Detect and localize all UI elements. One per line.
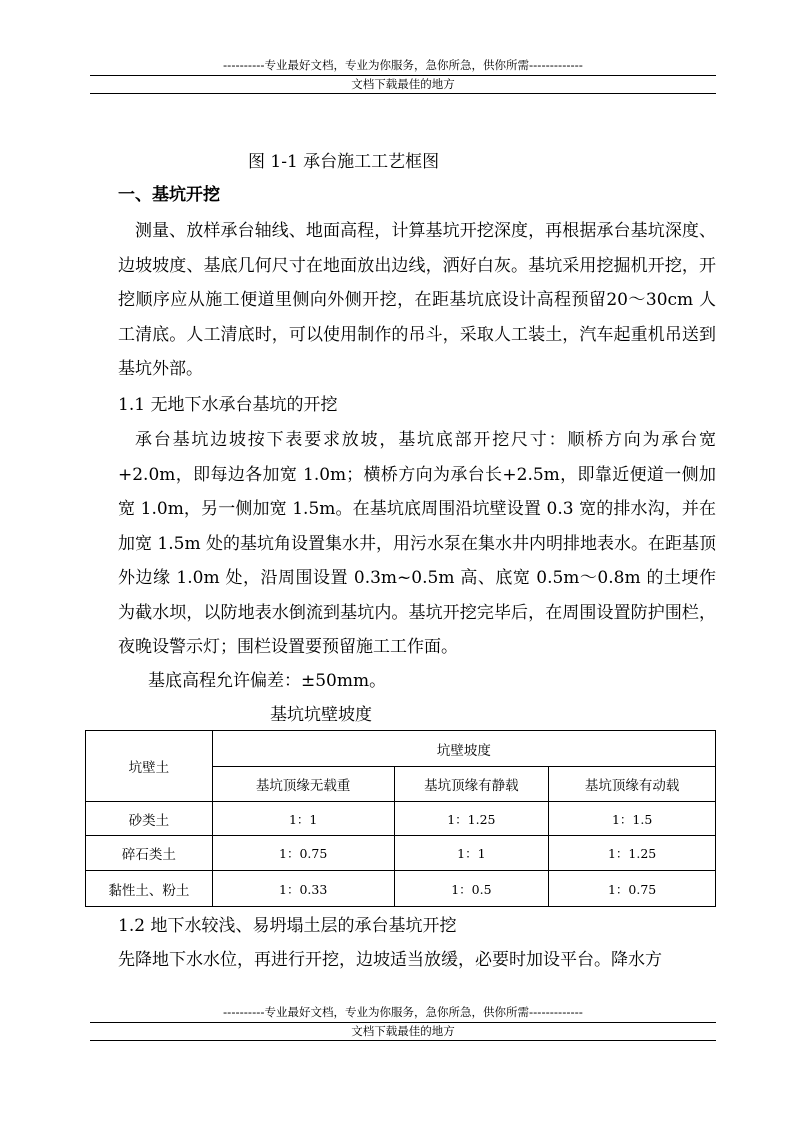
subsection-paragraph-1-2: 先降地下水水位，再进行开挖，边坡适当放缓，必要时加设平台。降水方: [118, 950, 662, 970]
slope-cell: 1：0.33: [212, 871, 394, 907]
section-paragraph: 测量、放样承台轴线、地面高程，计算基坑开挖深度，再根据承台基坑深度、边坡坡度、基底几何尺寸在地面放出边线，洒好白灰。基坑采用挖掘机开挖，开挖顺序应从施工便道里侧向外侧开挖，在距基坑底设计高程预留20～30cm 人工清底。人工清底时，可以使用制作的吊斗，采取人工装土，汽车起重机吊送到基坑外部。: [118, 221, 716, 379]
slope-cell: 1：1: [394, 836, 549, 871]
soil-cell: 砂类土: [86, 802, 213, 836]
table-title: 基坑坑壁坡度: [270, 705, 372, 725]
group-header-cell: 坑壁坡度: [212, 731, 715, 767]
slope-cell: 1：0.5: [394, 871, 549, 907]
figure-caption: 图 1-1 承台施工工艺框图: [248, 152, 440, 172]
column-header: 基坑顶缘有静载: [394, 767, 549, 802]
column-header: 基坑顶缘有动载: [549, 767, 716, 802]
tolerance-text: 基底高程允许偏差：±50mm。: [148, 671, 387, 691]
footer-slogan: ----------专业最好文档，专业为你服务，急你所急，供你所需-------------: [223, 1005, 583, 1019]
subsection-paragraph-1-1: 承台基坑边坡按下表要求放坡，基坑底部开挖尺寸：顺桥方向为承台宽+2.0m，即每边各加宽 1.0m；横桥方向为承台长+2.5m，即靠近便道一侧加宽 1.0m，另一侧加宽 1.5m。在基坑底周围沿坑壁设置 0.3 宽的排水沟，并在加宽 1.5m 处的基坑角设置集水井，用污水泵在集水井内明排地表水。在距基顶外边缘 1.0m 处，沿周围设置 0.3m~0.5m 高、底宽 0.5m～0.8m 的土埂作为截水坝，以防地表水倒流到基坑内。基坑开挖完毕后，在周围设置防护围栏，夜晚设警示灯；围栏设置要预留施工工作面。: [118, 430, 716, 657]
subsection-title-1-2: 1.2 地下水较浅、易坍塌土层的承台基坑开挖: [118, 916, 457, 936]
header-rule-bottom: [90, 93, 716, 94]
header-site: 文档下载最佳的地方: [351, 77, 455, 91]
header-slogan: ----------专业最好文档，专业为你服务，急你所急，供你所需-------------: [223, 58, 583, 72]
soil-cell: 黏性土、粉土: [86, 871, 213, 907]
slope-cell: 1：1: [212, 802, 394, 836]
table-row: [86, 836, 716, 871]
footer-site: 文档下载最佳的地方: [351, 1024, 455, 1038]
slope-cell: 1：1.25: [394, 802, 549, 836]
footer-rule-bottom: [90, 1040, 716, 1041]
table-row: [86, 871, 716, 907]
subsection-title-1-1: 1.1 无地下水承台基坑的开挖: [118, 395, 338, 415]
slope-cell: 1：0.75: [549, 871, 716, 907]
table-header-row: [86, 731, 716, 767]
soil-cell: 碎石类土: [86, 836, 213, 871]
section-title: 一、基坑开挖: [118, 185, 220, 205]
column-header: 基坑顶缘无载重: [212, 767, 394, 802]
slope-cell: 1：1.5: [549, 802, 716, 836]
slope-table: [85, 730, 716, 907]
row-header-cell: 坑壁土: [86, 731, 213, 802]
slope-cell: 1：1.25: [549, 836, 716, 871]
table-row: [86, 802, 716, 836]
slope-cell: 1：0.75: [212, 836, 394, 871]
